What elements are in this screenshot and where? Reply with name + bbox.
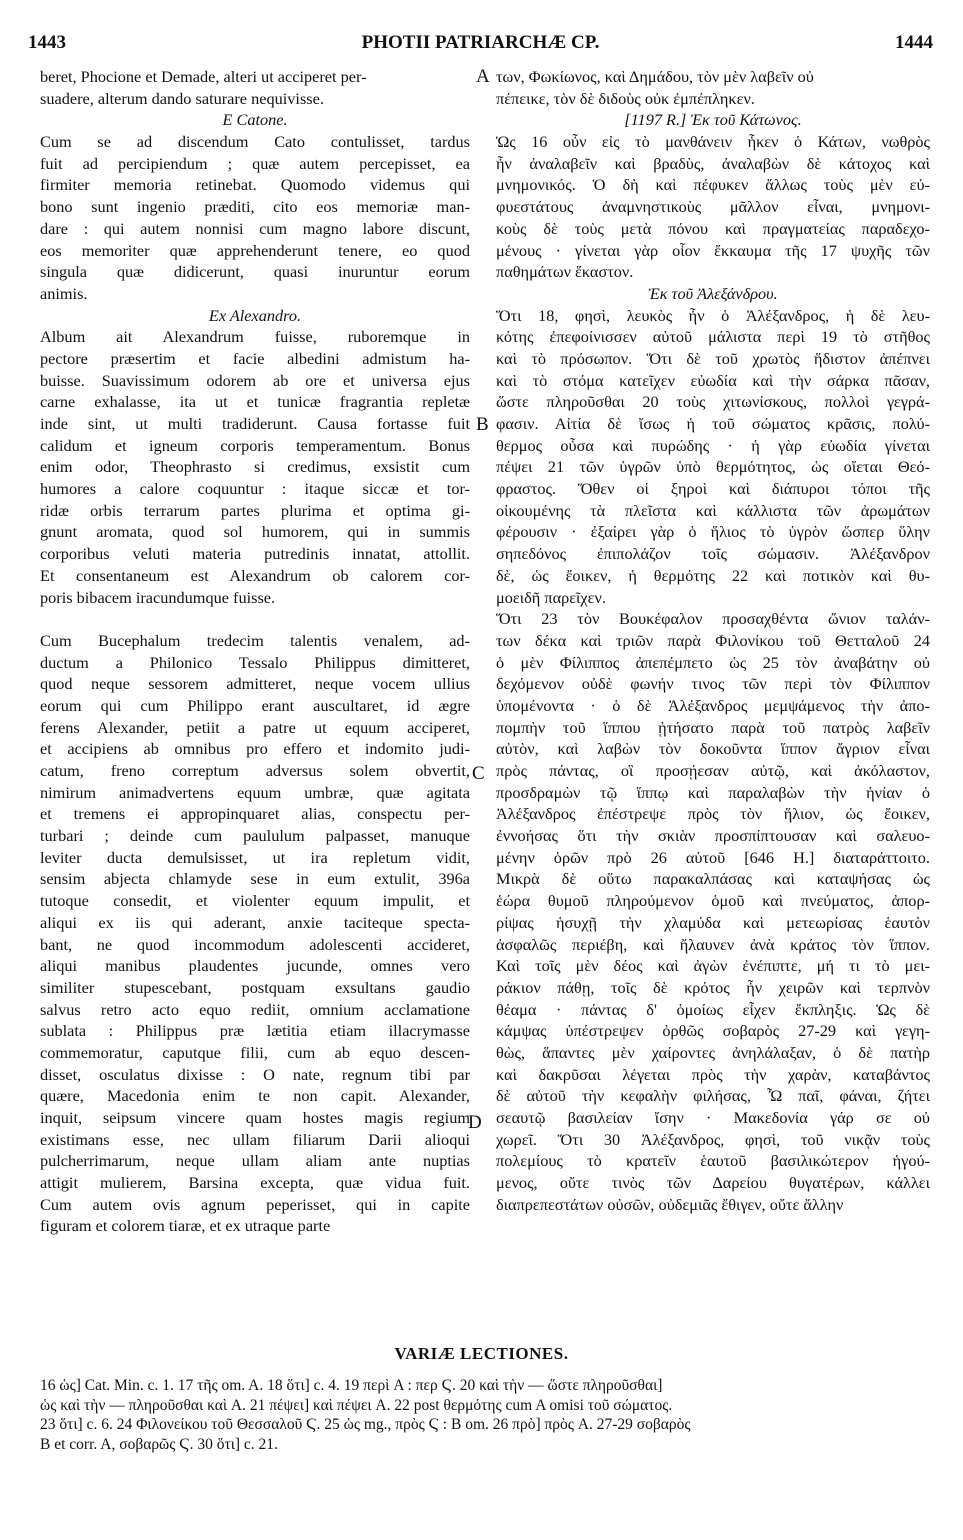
text-line: corporibus veluti materia putredinis innatat, attollit.: [40, 544, 470, 564]
text-line: figuram et colorem tiaræ, et ex utraque parte: [40, 1216, 331, 1236]
text-line: catum, freno correptum adversus solem obvertit,: [40, 761, 470, 780]
text-line: eos memoriter quæ apprehenderunt tenere, eo quod: [40, 240, 470, 260]
margin-letter-a: A: [476, 66, 490, 87]
text-line: sensim abjecta chlamyde sese in eum extulit, 396a: [40, 869, 470, 889]
text-line: tutoque consedit, et violenter equum impulit, et: [40, 891, 470, 911]
margin-letter-b: B: [476, 414, 489, 435]
text-line: commemoratur, caputque filii, cum ab equo descen-: [40, 1042, 470, 1062]
text-line: κάμψας ὑπέστρεψεν ὀρθῶς σοβαρὸς 27-29 καὶ γεγη-: [496, 1021, 930, 1041]
text-line: ἐννοήσας ὅτι τὴν σκιὰν προσπίπτουσαν καὶ σαλευο-: [496, 826, 930, 846]
text-line: σηπεδόνος ἐπιπολάζον τοῖς σώμασιν. Ἀλέξανδρον: [496, 544, 930, 564]
text-line: similiter stupescebant, postquam exsultans gaudio: [40, 977, 470, 997]
text-line: πομπὴν τοῦ ἵππου ᾐτήσατο παρὰ τοῦ πατρὸς λαβεῖν: [496, 717, 930, 737]
text-line: καὶ δακρῦσαι λέγεται πρὸς τὴν χαρὰν, καταβάντος: [496, 1064, 930, 1084]
text-line: αὐτὸν, καὶ λαβὼν τὸν δοκοῦντα ἵππον ἄγριον εἶναι: [496, 739, 930, 759]
text-line: ferens Alexander, petiit a patre ut equum acciperet,: [40, 717, 470, 737]
text-line: firmiter memoria retinebat. Quomodo videmus qui: [40, 175, 470, 195]
footnote-line: B et corr. A, σοβαρῶς Ϛ. 30 ὅτι] c. 21.: [40, 1435, 278, 1453]
margin-letter-c: C: [472, 763, 485, 784]
text-line: buisse. Suavissimum odorem ab ore et universa ejus: [40, 370, 470, 390]
text-line: carne exhalasse, ita ut et tunicæ fragrantia repletæ: [40, 392, 470, 412]
text-line: aliqui manibus plaudentes jucunde, omnes vero: [40, 956, 470, 976]
footnote-line: 16 ὡς] Cat. Min. c. 1. 17 τῆς om. A. 18 ὅτι] c. 4. 19 περὶ A : περ Ϛ. 20 καὶ τὴν — ὥστε πληροῦσθαι]: [40, 1377, 663, 1394]
text-line: et tremens ei appropinquaret alias, conspectu per-: [40, 804, 470, 824]
text-line: φέρουσιν · ἐξαίρει γὰρ ὁ ἥλιος τὸ ὑγρὸν ὥσπερ ὕλην: [496, 522, 930, 542]
greek-column: [496, 66, 930, 1215]
text-line: ὥστε πληροῦσθαι 20 τοὺς χιτωνίσκους, πολλοὶ γεγρά-: [496, 392, 930, 412]
text-line: bono sunt ingenio præditi, cito eos memoriæ man-: [40, 197, 470, 217]
text-line: turbari ; deinde cum paululum palpasset, manuque: [40, 826, 470, 846]
text-line: enim odor, Theophrasto si credimus, exsistit cum: [40, 457, 470, 477]
text-line: inquit, seipsum vincere quam hostes magis regium: [40, 1108, 470, 1127]
section-heading: Ex Alexandro.: [208, 305, 302, 325]
text-line: οἰκουμένης τὰ πλεῖστα καὶ κάλλιστα τῶν ἀρωμάτων: [496, 500, 930, 520]
latin-column: [40, 66, 470, 1237]
text-line: πολεμίους τὸ κρατεῖν ἑαυτοῦ βασιλικώτερον ἡγού-: [496, 1151, 930, 1171]
text-line: et accipiens ab omnibus pro effero et indomito judi-: [40, 739, 470, 759]
text-line: θὼς, ἅπαντες μὲν χαίροντες ἀνηλάλαξαν, ὁ δὲ πατὴρ: [496, 1042, 930, 1062]
text-line: Μικρὰ δὲ οὕτω παρακαλπάσας καὶ καταψήσας ὡς: [496, 869, 930, 889]
text-line: φυεστάτους ἀναμνηστικοὺς μᾶλλον εἶναι, μνημονι-: [496, 197, 930, 217]
text-line: πρὸς πάντας, οἳ προσῄεσαν αὐτῷ, καὶ ἀκόλαστον,: [496, 761, 930, 780]
text-line: leviter ducta demulsisset, ut ira repletum vidit,: [40, 847, 470, 867]
text-line: φασιν. Αἰτία δὲ ἴσως ἡ τοῦ σώματος κρᾶσις, πολύ-: [496, 414, 930, 433]
text-line: Cum se ad discendum Cato contulisset, tardus: [40, 132, 470, 152]
text-line: existimans esse, nec ullam filiarum Darii alioqui: [40, 1129, 470, 1149]
text-line: nimirum animadvertens equum umbræ, quæ agitata: [40, 782, 470, 802]
variae-lectiones-title: VARIÆ LECTIONES.: [394, 1344, 569, 1363]
text-line: fuit ad percipiendum ; quæ autem percepisset, ea: [40, 153, 470, 173]
text-line: προσδραμὼν τῷ ἵππῳ καὶ παραλαβὼν τὴν ἡνίαν ὁ: [496, 782, 930, 802]
text-line: salvus retro acto equo rediit, omnium acclamatione: [40, 999, 470, 1019]
text-line: ἀσφαλῶς περιέβη, καὶ ἤλαυνεν ἀνὰ κράτος τὸν ἵππον.: [496, 934, 930, 954]
text-line: φραστος. Ὅθεν οἱ ξηροὶ καὶ διάπυροι τόποι τῆς: [496, 479, 930, 499]
text-line: ράκιον πάθῃ, τοῖς δὲ κρότος ἦν χειρῶν καὶ τερπνὸν: [496, 977, 930, 997]
text-line: aliqui ex iis qui aderant, anxie taciteque specta-: [40, 912, 470, 932]
text-line: inde sint, ut multi tradiderunt. Causa fortasse fuit: [40, 414, 470, 433]
text-line: quære, Macedonia enim te non capit. Alexander,: [40, 1086, 470, 1106]
text-line: animis.: [40, 283, 88, 303]
text-line: κότης ἐπεφοίνισσεν αὐτοῦ μάλιστα περὶ 19 τὸ στῆθος: [496, 327, 930, 347]
text-line: διαπρεπεστάτων οὐσῶν, οὐδεμιᾶς ἔθιγεν, οὔτε ἄλλην: [496, 1194, 844, 1214]
text-line: ἦν ἀναλαβεῖν καὶ βραδὺς, ἀναλαβὼν δὲ κάτοχος καὶ: [496, 153, 930, 173]
text-line: calidum et igneum corporis temperamentum. Bonus: [40, 435, 470, 455]
text-line: καὶ τὸ στόμα κατεῖχεν εὐωδία καὶ τὴν σάρκα πᾶσαν,: [496, 370, 930, 390]
text-line: Ὅτι 23 τὸν Βουκέφαλον προσαχθέντα ὤνιον ταλάν-: [496, 609, 930, 629]
text-line: quod neque sessorem admitteret, neque vocem ullius: [40, 674, 470, 694]
text-line: disset, osculatus dixisse : O nate, regnum tibi par: [40, 1064, 470, 1084]
text-line: bant, ne quod incommodum adolescenti accideret,: [40, 934, 470, 954]
text-line: δὲ, ὡς ἔοικεν, ἡ θερμότης 22 καὶ ποτικὸν καὶ θυ-: [496, 565, 930, 585]
text-line: ridæ orbis terrarum partes plurima et optima gi-: [40, 500, 470, 520]
text-line: ὁ μὲν Φίλιππος ἀπεπέμπετο ὡς 25 τὸν ἀναβάτην οὐ: [496, 652, 930, 672]
running-header: [28, 32, 933, 58]
text-line: Cum Bucephalum tredecim talentis venalem, ad-: [40, 630, 470, 650]
text-line: μνημονικός. Ὁ δὴ καὶ πέφυκεν ἄλλως τοὺς μὲν εὐ-: [496, 175, 930, 195]
text-line: pulcherrimarum, neque ullam aliam ante nuptias: [40, 1151, 470, 1171]
text-line: Ὅτι 18, φησὶ, λευκὸς ἦν ὁ Ἀλέξανδρος, ἡ δὲ λευ-: [496, 305, 930, 325]
text-line: Ἀλέξανδρος ἐπέστρεψε πρὸς τὸν ἥλιον, ὡς ἔοικεν,: [496, 804, 930, 824]
footnote-line: 23 ὅτι] c. 6. 24 Φιλονείκου τοῦ Θεσσαλοῦ Ϛ. 25 ὡς mg., πρὸς Ϛ : B om. 26 πρὸ] πρὸς A. 27-29 σοβαρὸς: [40, 1416, 691, 1433]
text-line: θέαμα · πάντας δ' ὁμοίως εἶχεν ἔκπληξις. Ὡς δὲ: [496, 999, 930, 1019]
left-page-number: 1443: [28, 32, 66, 53]
text-line: καὶ τὸ πρόσωπον. Ὅτι δὲ τοῦ χρωτὸς ἥδιστον ἀπέπνει: [496, 348, 930, 368]
text-line: μένην ὁρῶν πρὸ 26 αὐτοῦ [646 H.] διαταράττοιτο.: [496, 847, 930, 867]
text-line: ἑώρα θυμοῦ πληρούμενον ὁμοῦ καὶ πνεύματος, ἀπορ-: [496, 891, 930, 911]
text-line: poris bibacem iracundumque fuisse.: [40, 587, 276, 607]
text-line: χωρεῖ. Ὅτι 30 Ἀλέξανδρος, φησὶ, τοῦ νικᾷν τοὺς: [496, 1129, 930, 1149]
margin-letter-d: D: [468, 1112, 482, 1133]
variae-lectiones-notes: [40, 1376, 932, 1454]
text-line: πέψει 21 τῶν ὑγρῶν ὑπὸ θερμότητος, ὡς οἴεται Θεό-: [496, 457, 930, 477]
text-line: pectore præsertim et facie albedini admistum ha-: [40, 348, 470, 368]
running-title: PHOTII PATRIARCHÆ CP.: [361, 32, 600, 53]
text-line: πέπεικε, τὸν δὲ διδοὺς οὐκ ἐμπέπληκεν.: [496, 88, 755, 108]
text-line: μένους · γίνεται γὰρ οἷον ἔκκαυμα τῆς 17 ψυχῆς τῶν: [496, 240, 930, 260]
text-line: ὑπομένοντα · ὁ δὲ Ἀλέξανδρος μεμψάμενος τὴν ἀπο-: [496, 695, 930, 715]
text-line: eorum qui cum Philippo erant auscultaret, id ægre: [40, 695, 470, 715]
text-line: ductum a Philonico Tessalo Philippus dimitteret,: [40, 652, 470, 672]
text-line: singula quæ didicerunt, quasi inuruntur eorum: [40, 262, 470, 282]
text-line: Et consentaneum est Alexandrum ob calorem cor-: [40, 565, 470, 585]
text-line: θερμος οὖσα καὶ πυρώδης · ἡ γὰρ εὐωδία γίνεται: [496, 435, 930, 455]
text-line: σεαυτῷ βασιλείαν ἴσην · Μακεδονία γάρ σε οὐ: [496, 1108, 930, 1127]
text-line: humores a calore coquuntur : itaque siccæ et tor-: [40, 479, 470, 499]
section-heading: E Catone.: [222, 110, 288, 130]
text-line: gnunt aromata, quod sol humorem, qui in summis: [40, 522, 470, 542]
right-page-number: 1444: [895, 32, 933, 53]
text-line: Album ait Alexandrum fuisse, ruboremque in: [40, 327, 470, 347]
footnote-line: ὡς καὶ τὴν — πληροῦσθαι καὶ A. 21 πέψει] καὶ πέψει A. 22 post θερμότης cum A omisi τοῦ σώματος.: [40, 1396, 673, 1414]
text-line: dare : qui autem nonnisi cum magno labore discunt,: [40, 218, 470, 238]
text-line: beret, Phocione et Demade, alteri ut acciperet per-: [40, 67, 367, 86]
text-line: μοειδῆ παρεῖχεν.: [496, 587, 606, 607]
text-line: sublata : Philippus præ lætitia etiam illacrymasse: [40, 1021, 470, 1041]
text-line: κοὺς δὲ τοὺς μετὰ πόνου καὶ πραγματείας παραδεχο-: [496, 218, 930, 238]
text-line: Καὶ τοῖς μὲν δέος καὶ ἀγὼν ἐνέπιπτε, μή τι τὸ μει-: [496, 956, 930, 976]
text-line: δεχόμενον οὐδὲ φωνήν τινος τῶν περὶ τὸν Φίλιππον: [496, 674, 930, 694]
section-heading: [1197 R.] Ἐκ τοῦ Κάτωνος.: [624, 110, 802, 130]
text-line: παθημάτων ἕκαστον.: [496, 262, 634, 282]
text-line: ρίψας ἡσυχῇ τὴν χλαμύδα καὶ μετεωρίσας ἑαυτὸν: [496, 912, 930, 932]
text-line: δὲ αὐτοῦ τὴν κεφαλὴν φιλήσας, Ὦ παῖ, φάναι, ζήτει: [496, 1086, 930, 1106]
text-line: των, Φωκίωνος, καὶ Δημάδου, τὸν μὲν λαβεῖν οὐ: [496, 67, 814, 86]
text-line: των δέκα καὶ τριῶν παρὰ Φιλονίκου τοῦ Θετταλοῦ 24: [496, 630, 930, 650]
section-heading: Ἐκ τοῦ Ἀλεξάνδρου.: [648, 283, 778, 303]
text-line: suadere, alterum dando saturare nequivisse.: [40, 88, 324, 108]
text-line: Cum autem ovis agnum peperisset, qui in capite: [40, 1194, 470, 1214]
text-line: attigit mulierem, Barsina excepta, quæ vidua fuit.: [40, 1173, 470, 1193]
text-line: μενος, οὔτε τινὸς τῶν Δαρείου θυγατέρων, κάλλει: [496, 1173, 930, 1193]
text-line: Ὡς 16 οὖν εἰς τὸ μανθάνειν ἧκεν ὁ Κάτων, νωθρὸς: [496, 132, 930, 152]
